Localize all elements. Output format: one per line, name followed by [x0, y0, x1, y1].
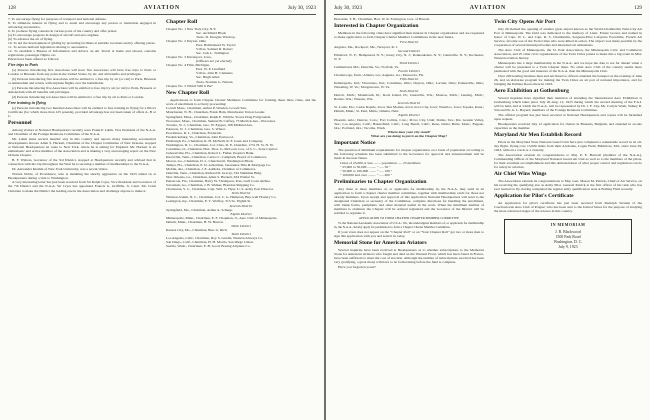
paragraph: An application for pilot's certificate has just been received from Rudolph Stranak of the Czechoslovak Aero Club of Prague; who has been sent to the United States for the purpose of studying the more advanced stages of the science in this country.	[494, 200, 642, 213]
paragraph: Mr. Lahm plans several months' stay in this country and reports many interesting aeronautical developments abroad. Allen S. Hackett, Chairman of the Chapter Committee of New Orleans, stopped at National Headquarters en route to New York, where he is sailing for England. Mr. Hackett is an enthusiastic and active member of the Association and is making a very encouraging report on the New Orleans Chapter.	[8, 136, 156, 157]
list-item: Indianapolis, Ind.; Vincennes, Ind.; Columbus, Ohio; Dayton, Ohio; Lorrain, Ohio; Painesville, Ohio; Wheeling, W. Va.; Morgantown, W. Va.	[334, 81, 484, 90]
right-page-header	[334, 5, 642, 14]
paragraph: Over 200 leading business men and Air Reserve officers attended the banquet on the evening of June 26, and an elaborate program for making the Twin Cities an air port of national importance, and for bringing the Pulitzer Races there in 1923.	[494, 73, 642, 86]
list-item: Winston-Salem, N. C., Chairman, Col. C. G. Hampton, Buy-well Hosiery Co.	[166, 195, 277, 200]
schedule-row: Cities of 25,000 or less ........ population ..... 25 members	[340, 160, 421, 165]
memoriam-date: July 9, 1923	[558, 244, 578, 249]
list-item: Charleston, S. C., Chairman, Capt. Wm. G. Hyer, U. S. Army Post Director.	[166, 187, 274, 192]
district-label: Tenth District	[231, 231, 251, 236]
chapter-roll-list	[166, 27, 316, 88]
paragraph: Members in the following cities have signified their interest in Chapter organization and are requested to make application to form Chapter Charter Member Committees in the near future.	[334, 30, 484, 39]
district-label: Eighth District	[230, 211, 252, 216]
list-item: Treas. Norman G. Nelson.	[196, 79, 234, 84]
district-label: Seventh District	[229, 203, 253, 208]
memoriam-address: 1500 Park Road	[555, 234, 581, 239]
section-heading: Personnel	[8, 119, 32, 126]
district-label: Sixth District	[231, 191, 251, 196]
list-item: Worcester, Mass., Chairman, Samuel B. Caffrey, 73 Merrick Ave., Worcester.	[166, 118, 276, 123]
list-item: Sec. Archibald Black	[196, 30, 227, 35]
header-rule	[334, 14, 642, 15]
list-item: Manchester, N. H., Chairman, Frank Ham, Manchester Union Leader.	[166, 110, 266, 115]
list-item: Oakville, Tenn., Chairman, Richard D. Gracey, 534 Stahlman Bldg.	[166, 171, 262, 176]
list-item: Detroit, Mich.; Monmouth, Ill.; Rock Island, Ill.; Janesville, Wis.; Monroe, Mich.; Lansing, Mich.; Racine, Wis.; Wausau, Wis.	[334, 93, 484, 102]
district-label: Fifth District	[399, 77, 419, 82]
section-heading: Aero Exhibition at Gothenburg	[494, 87, 569, 94]
column-3	[334, 17, 484, 415]
paragraph: B. F. Walters, Governor of the 3rd District, stopped at Headquarters recently and advised that in connection with his trip throughout the West he is securing a number of memberships to the N.A.A.	[8, 157, 156, 166]
paragraph: Minneapolis has a large membership in the N.A.A. and we hope the date is not far distant when a charter will be presented to a Twin Chapter there. No other Aero Club of the country seems more permeated with the good and interests of the N.A.A. than the Minneapolis Club.	[494, 60, 642, 73]
list-item: Seattle, Wash., Chairman, E. B. Good, Boeing Airplane Co.	[166, 244, 251, 248]
list-item: Jacksonville, Fla., Chairman, Robert L. Fisher, People's Bank.	[166, 150, 255, 155]
issue-date: July 30, 1923	[287, 5, 316, 11]
paragraph: Applications to form Chapter Charter Members Committee for forming these three cities, and the work of enrollment is actively proceeding:	[166, 97, 316, 106]
list-item: Phoenix, Ariz.; Denver, Colo.; Fort Collins, Colo.; Provo City, Utah; Dallas, Tex.; Rio Grande Valley, Tex.; Los Angeles, Calif.; Bakersfield, Calif.; Long Beach, Calif.; Reno, Idaho; Butte, Mont.; Eugene, Ore.; Portland, Ore.; Tacoma, Wash.	[334, 117, 484, 130]
memoriam-heading: IN MEMORIAM	[550, 222, 586, 227]
paragraph: Dr. Alexander Klemin of New York University, was a recent visitor.	[12, 166, 109, 171]
list-item: 11. To secure uniform legislation relating to aeronautics.	[8, 45, 89, 50]
district-label: Eighth District	[398, 113, 420, 118]
paragraph: The Association extends its congratulations to Maj. Gen. Mason M. Patrick, Chief of Air Service, on his receiving his qualifying star as Army Pilot. General Patrick is the first officer of his rank who has ever learned to fly, having completed the regular army qualification tests at Bolling Field recently.	[494, 178, 642, 191]
right-page	[326, 0, 650, 420]
list-item: V-Pres. Samuel R. Robert	[196, 47, 233, 52]
section-heading: Memorial Stone for American Aviators	[334, 239, 427, 246]
paragraph: A very interesting letter has just been received from Sir Ralph Cryer, Vice President and Governor of the 7th District and the N.A.A. Sir Cryer has appointed Francis G. Griffiths, Jr. Lieut. Mr. Cram Christian to make the District the leading one in the Association and challenge anyone to make it.	[8, 180, 156, 193]
column-1	[8, 17, 156, 415]
section-heading: Twin City Opens Air Port	[494, 19, 556, 25]
paragraph: July 29 marked the opening of another great airport known as the World-Chamberlin Twin-City Air Port at Minneapolis. The field was dedicated to the memory of Lieut. Ernest Groves and named in honor of Capt. W. L. and Capt. R. S. Chamberlin, Sergeant-Pilot Lafayette Escadrille, French Air Service, favorite son of the Twin Cities who were killed in action. The airport was made possible by the cooperation of several municipal bodies and interested air enthusiasts.	[494, 26, 642, 48]
paragraph: Prizes have been offered as follows:	[8, 57, 60, 62]
column-2	[166, 17, 316, 415]
header-rule	[8, 14, 316, 15]
list-item: Knoxville, Tenn., Chairman, Carlos C. Campbell, Board of Commerce.	[166, 154, 268, 159]
column-4	[494, 17, 642, 415]
paragraph: Pilots in the Maryland State National Guard Unit have just completed a remarkable record in an all-day flight, flying over 15,000 miles from their Airdrome, Logan Field, Baltimore, Md., since June 29, 1923, without a crack or a casualty.	[494, 139, 642, 152]
paragraph: Have you forgotten yours?	[338, 264, 376, 269]
memoriam-name: J. B. Blackwood	[555, 229, 581, 234]
list-item: Lexington, Ky., Chairman, E. T. Wolfley, 315 So. Eighth St.	[166, 199, 252, 204]
paragraph: Any three or more members of, or applicants for membership in, the N.A.A. may send in an application to form a chapter charter member committee, together with membership cards for those not already members. Upon receipt and approval of this application National Headquarters will send to the designated Chairman or secretary of the Committee, complete directions for handling the enrollment, with blank forms, pamphlets, and other material useful in the work. When the minimum number of members is obtained, the Chapter will be ordered registered and the Governor of the District will be notified to organize it.	[334, 186, 484, 215]
paragraph: Honolulu, T. H., Chairman, Hon. W. R. Farrington, Gov. of Hawaii.	[334, 17, 430, 21]
list-item: Springfield, Mass., Chairman, Ralph E. Whittle, Stores Drug Fairgrounds.	[166, 114, 272, 119]
list-item: New Orleans, La., Chairman, Allen S. Hackett, 634 Walnut St.	[166, 175, 255, 180]
list-item: Pensacola, Fla., Chairman, Harry W. Thompson, Pres. Gulf Coast Airline.	[166, 179, 271, 184]
schedule-row: " 25,000 to 50,000 .......... " ..... 50 "	[340, 164, 391, 169]
schedule-row: " 50,000 to 100,000 ........ " ..... 100 "	[340, 168, 393, 173]
paragraph: (b) Persons introducing five Associates will be entitled to a free trip by air (or rail) to Paris, Brussels or Amsterdam and return, with airplane flights over the battlefields.	[8, 77, 156, 86]
paragraph: (d) Persons introducing ten Associates will be entitled to a free trip by air to Paris or London.	[12, 94, 145, 99]
paragraph: Several inquiries have signified their intention of attending the International Aero Exhibition at Gothenburg which takes place July 20-Aug. 12, 1923 during which the second meeting of the F.A.I. will be held, and at which the N.A.A. will be represented by Dr. J. F. Joly, Mr. Carlyle Wash, Sidney R. Van and Dr. A. L. Hayard, members of the Foreign Relations Committee.	[494, 95, 642, 112]
list-item: Lowell Mass., Chairman, Arthur P. Weeden, Lowell Sun.	[166, 106, 247, 111]
page-number: 129	[634, 5, 642, 11]
list-item: Elmsford, N. Y.; Hempstead, N. Y.; Jersey City, N. J.; Ronkonkoma, N. Y.; Glensville, N. Y.; Rochester, N. Y.	[334, 52, 484, 61]
list-item: Macon, Ga., Chairman, D. L. Churchwell, Washington Block.	[166, 159, 254, 164]
left-page	[0, 0, 324, 420]
section-heading: New Chapter Roll	[166, 89, 210, 96]
page-number: 128	[8, 5, 16, 11]
district-label: Ninth District	[231, 223, 251, 228]
list-item: Treas. D. Douglas Wardrop.	[196, 35, 236, 39]
section-heading: Maryland Air Men Establish Record	[494, 131, 582, 138]
list-item: Chapter No. 3 Davenport, Iowa,	[166, 55, 212, 60]
list-item: Washington, D. C., Chairman, Col. Chas. D. E. Chandler, 1751 H. St. N. W.	[166, 142, 274, 147]
paragraph: The Aero Club of Minneapolis, the St. Paul Association, the Minneapolis Civic and Commerce Association, and 25 other civic organizations of the Twin Cities joined to make this a big event in Mid-Western aviation history.	[494, 47, 642, 61]
memoriam-city: Washington, D. C.	[553, 239, 583, 244]
list-item: 7. To encourage flying for purposes of transport and national defense.	[8, 17, 107, 21]
paragraph: Several inquiries have been received at Headquarters as to whether subscriptions to the Memorial Stone for American Aviators who fought and died on the Western Front, which has been found in France, have been sufficient to meet the cost of erection. Although the number of subscriptions received has been very gratifying, a great many will have to be forthcoming before the fund is complete.	[334, 247, 484, 264]
list-item: Springfield, Mo., Chairman, Arthur A. Schupp.	[166, 207, 233, 212]
list-item: Los Angeles, Calif., Chairman, Roy S. Grudia, Western Airways Co.	[166, 235, 264, 240]
list-item: Cumberland, Md.; Danville, Va.; Norfolk, Va.	[334, 64, 399, 69]
section-heading: Important Notice	[334, 139, 376, 146]
paragraph: Headquarters received July 12 application for charter in Brussels, Belgium, and attended in on-site capacities as the member.	[494, 121, 642, 130]
section-heading: Air Chief Wins Wings	[494, 170, 547, 177]
section-heading: Interested in Chapter Organization	[334, 23, 419, 30]
district-label: Third District	[399, 60, 419, 65]
list-item: San Diego, Calif., Chairman, H. H. Morris, San Diego Union.	[166, 239, 254, 244]
list-item: Chapter No. 2 Dayton, Ohio	[166, 39, 207, 44]
list-item: Tampa, Fla., Chairman, E. D. Ackerman, Guarantee Title & Mortgage Co.	[166, 163, 272, 168]
list-item: Augusta, Me., Rockport, Me., Newport, R. I.	[334, 44, 398, 49]
district-label: First District	[399, 39, 419, 44]
list-item: Kansas City, Mo., Chairman, Ben. G. Rich.	[166, 227, 228, 232]
list-item: Sec. Jack L. Tullington	[196, 51, 229, 56]
population-schedule	[334, 161, 484, 177]
list-item: Toronto, N. J., Chairman, Geo. W. Eypper, 168 Midland Ave.	[166, 122, 253, 127]
section-heading: Chapter Roll	[166, 19, 198, 25]
list-item: Fredericksburg, Va., Chairman, John Eastwood.	[166, 134, 234, 139]
list-item: Chapter No. 4 Flint, Michigan,	[166, 63, 210, 68]
paragraph: If your town does not appear on the "Chapter Roll" or on "Your Chapter Roll" get two or more men to sign this application with you and send it in today.	[334, 229, 484, 238]
callout: Where does your city stand?	[387, 129, 431, 134]
paragraph: (e) Persons introducing two hundred Associates will be entitled to free training in flying for a Pilot's Certificate (for which more than 125 pounds), provided advantage has not been taken of offers A, B or C.	[8, 105, 156, 118]
magazine-title: AVIATION	[469, 5, 507, 11]
paragraph: The question of minimum requirements for chapter organization on a basis of population according to the following schedule has been submitted to the Governors for approval and announcement will be made in the near future.	[334, 147, 484, 160]
paragraph: The Association extends its congratulations to Maj. P. E. Burwell (member of the N.A.A.), Commanding Officer of the Maryland National Guard Air Unit as well as to the members of the pilots, for their excellent accomplishment and this demonstration of what proper control and regulation can do for safety in aviation.	[494, 152, 642, 169]
paragraph: (c) Persons introducing five Associates will be entitled to free trip by air (or rail) to Paris, Brussels or Amsterdam with all benefits and privileges.	[8, 86, 156, 95]
list-item: Pres. Hollinshead W. Taylor	[196, 43, 236, 48]
form-text: To the National Aeronautic Association of U.S.A.: We, the undersigned members of, or applicants for membership in, the N.A.A., hereby apply for permission to form a Chapter Charter Member Committee.	[334, 220, 484, 229]
paragraph: Warren Noble, of Providence, who is installing the shortly aggressive on the 1923 added on at Headquarters during a visit to Washington.	[8, 171, 156, 180]
district-label: Second District	[398, 48, 420, 53]
callout: What are you doing to put it on the Chapter Map?	[370, 133, 448, 138]
list-item: 10. To aid the development of gliding by providing facilities at suitable locations and by offering prizes.	[8, 41, 156, 46]
new-chapter-list	[166, 106, 316, 248]
list-item: (a) To encourage progress in design of aircraft and aero engines.	[8, 33, 100, 38]
list-item: (Officers not yet elected)	[196, 59, 232, 64]
list-item: 9. To promote flying contests in various parts of the country and offer prizes:	[8, 29, 118, 34]
left-page-header	[8, 5, 316, 14]
form-title: APPLICATION TO FORM CHAPTER CHARTER MEMBER COMMITTEE	[358, 215, 460, 220]
paragraph: Among visitors at National Headquarters recently were Frank P. Lahm, Vice President of the N.A.A. and Chairman of the Foreign Relations Committee of the N.A.A.	[8, 127, 156, 136]
list-item: Duluth, Minn., Chairman, H. W. Burton.	[166, 219, 224, 224]
list-item: (b) To advance the art of flying.	[8, 37, 54, 42]
district-label: Seventh District	[397, 101, 421, 106]
list-item: Providence, R. I., Chairman, Frederick.	[166, 130, 222, 135]
list-item: 12. To establish a Bureau of Information and Advice on Air Travel at home and abroad, customs regulations, passenger flights, etc.	[8, 49, 156, 58]
list-item: Mobile, Ala., Chairman, J. E. Addicks, Chamber of Commerce.	[166, 167, 257, 172]
list-item: Columbus, O., Chairman, Hon. Thos. G. McLeod, Gov. of S. C., State Capitol.	[166, 146, 278, 151]
list-item: Chapter No. 5 Which Will It Be?	[166, 83, 213, 88]
list-item: 8. To stimulate interest in flying and to assist and encourage any person or institution engaged in advancing aeronautics.	[8, 21, 156, 30]
district-label: Fourth District	[398, 68, 420, 73]
interest-list	[334, 45, 484, 138]
section-subheading: Five trips to Paris	[8, 62, 39, 68]
paragraph: (a) Persons introducing five Associates will have five Associates will have free trips to Paris or London or Brussels from any point in the United States, by air, and all benefits and privileges.	[8, 68, 156, 77]
issue-date: July 30, 1923	[334, 5, 363, 11]
list-item: Chattanooga, Tenn.; Atlanta, Ga.; Augusta, Ga.; Pensacola, Fla.	[334, 73, 425, 78]
list-item: Minneapolis, Minn., Chairman, E. F. Chapman, Jr., Aero Club of Minneapolis.	[166, 215, 278, 220]
list-item: Paterson, N. J., Chairman, Geo. S. Wheat.	[166, 126, 226, 131]
magazine-title: AVIATION	[143, 5, 181, 11]
list-item: Pittsburgh, Pa., Chairman, R. H. McNeill, R. F. Jones and Company.	[166, 138, 264, 143]
list-item: Pres. W. P. Lindfield	[196, 67, 226, 72]
list-item: St. Louis, Mo.; Cedar Rapids, Iowa; Des Moines, Iowa; Iowa City, Iowa; Waterloo, Iowa; Topeka, Kans.; Duluth, Minn.; St. Paul, Minn.; Omaha, Nebr.	[334, 105, 484, 114]
list-item: Sec. Hugh Allen	[196, 75, 220, 80]
section-heading: Application for Pilot's Certificate	[494, 192, 574, 199]
memoriam-box	[504, 219, 632, 254]
list-item: Savannah, Ga., Chairman, J. B. Walker, Brandon Shipping Co.	[166, 183, 255, 188]
list-item: V-Pres. John H. Clements	[196, 71, 233, 76]
paragraph: The official program has just been received at National Headquarters and copies will be furnished upon request.	[494, 112, 642, 121]
section-heading: Preliminaries to Chapter Organization	[334, 178, 427, 185]
district-label: Sixth District	[399, 89, 419, 94]
list-item: Chapter No. 1 New York City, N.Y.	[166, 26, 217, 31]
schedule-row: " 100,000 and over ......... " ..... 200 "	[340, 172, 393, 177]
section-subheading: Free training in flying	[8, 99, 46, 105]
objectives-list	[8, 17, 156, 57]
